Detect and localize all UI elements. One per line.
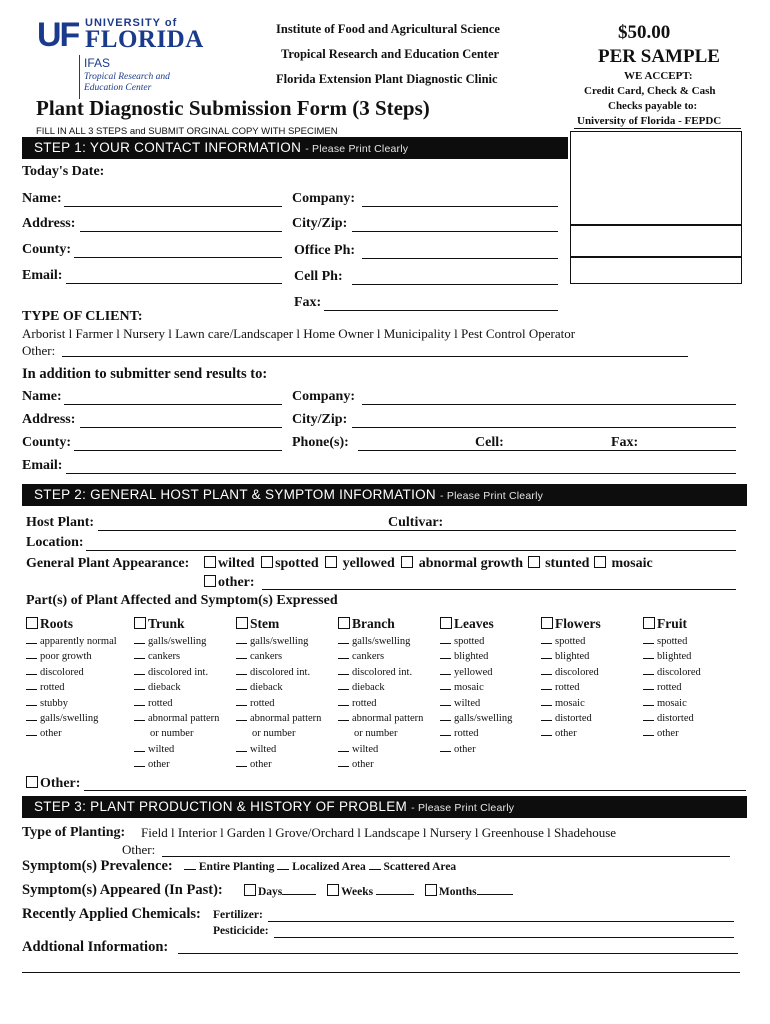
part-checkbox[interactable]: [338, 617, 350, 629]
symptom-item[interactable]: distorted: [541, 711, 601, 726]
spotted-label: spotted: [275, 556, 319, 571]
symptom-item[interactable]: cankers: [338, 649, 423, 664]
symptom-item[interactable]: other: [643, 726, 701, 741]
symptom-item[interactable]: other: [236, 757, 321, 772]
office-ph-field[interactable]: [362, 258, 558, 259]
symptom-item[interactable]: spotted: [643, 634, 701, 649]
client-other-field[interactable]: [62, 356, 688, 357]
symptom-item[interactable]: blighted: [440, 649, 512, 664]
add-city-zip-label: City/Zip:: [292, 412, 348, 427]
stunted-checkbox[interactable]: [528, 556, 540, 568]
mosaic-label: mosaic: [611, 556, 653, 571]
step2-other[interactable]: [26, 776, 80, 792]
symptom-column-head[interactable]: [643, 616, 701, 632]
symptom-item[interactable]: other: [338, 757, 423, 772]
symptom-item[interactable]: cankers: [134, 649, 219, 664]
appearance-other-checkbox[interactable]: [204, 575, 216, 587]
header-center: Tropical Research and Education Center: [281, 47, 500, 61]
part-label: Trunk: [148, 616, 185, 631]
stunted-label: stunted: [545, 556, 590, 571]
header-clinic: Florida Extension Plant Diagnostic Clinic: [276, 72, 498, 86]
symptom-item[interactable]: rotted: [440, 726, 512, 741]
symptom-item[interactable]: wilted: [134, 742, 219, 757]
fax-field[interactable]: [324, 310, 558, 311]
symptom-item[interactable]: discolored: [541, 665, 601, 680]
symptom-item[interactable]: poor growth: [26, 649, 117, 664]
symptom-column-head[interactable]: [338, 616, 423, 632]
part-label: Stem: [250, 616, 280, 631]
symptom-column-flowers: [541, 616, 601, 742]
part-checkbox[interactable]: [440, 617, 452, 629]
header-institute: Institute of Food and Agricultural Science: [276, 22, 500, 36]
symptom-item[interactable]: spotted: [440, 634, 512, 649]
symptom-item[interactable]: discolored: [643, 665, 701, 680]
add-phones-label: Phone(s):: [292, 435, 349, 450]
name-label: Name:: [22, 191, 62, 206]
symptom-item-continuation: or number: [354, 728, 398, 740]
symptom-item[interactable]: abnormal pattern: [236, 711, 321, 726]
days-checkbox[interactable]: [244, 884, 256, 896]
step3-header: [22, 796, 747, 818]
symptom-item[interactable]: mosaic: [541, 696, 601, 711]
add-fax-label: Fax:: [611, 435, 639, 450]
symptom-item[interactable]: galls/swelling: [236, 634, 321, 649]
county-field[interactable]: [74, 257, 282, 258]
add-company-label: Company:: [292, 389, 356, 404]
symptom-item[interactable]: mosaic: [440, 680, 512, 695]
planting-options[interactable]: Field l Interior l Garden l Grove/Orchard l Landscape l Nursery l Greenhouse l Shadehouse: [141, 825, 617, 840]
step2-subtitle: - Please Print Clearly: [440, 490, 544, 502]
additional-recipient-heading: In addition to submitter send results to:: [22, 366, 268, 382]
payee-underline: [574, 128, 741, 129]
planting-other-field[interactable]: [162, 856, 730, 857]
symptom-item[interactable]: other: [541, 726, 601, 741]
county-label: County:: [22, 242, 72, 257]
symptom-item[interactable]: rotted: [236, 696, 321, 711]
prevalence-options[interactable]: [184, 861, 456, 873]
instructions: FILL IN ALL 3 STEPS and SUBMIT ORGINAL COPY WITH SPECIMEN: [36, 126, 338, 137]
parts-heading: Part(s) of Plant Affected and Symptom(s) Expressed: [26, 593, 338, 608]
address-label: Address:: [22, 216, 76, 231]
add-name-label: Name:: [22, 389, 62, 404]
email-label: Email:: [22, 268, 63, 283]
per-sample: PER SAMPLE: [598, 46, 720, 67]
symptom-item[interactable]: rotted: [134, 696, 219, 711]
add-city-zip-field[interactable]: [352, 427, 736, 428]
symptom-item[interactable]: wilted: [236, 742, 321, 757]
step2-other-field[interactable]: [84, 790, 746, 791]
appearance-other-field[interactable]: [262, 589, 736, 590]
part-label: Leaves: [454, 616, 494, 631]
symptom-column-head[interactable]: [541, 616, 601, 632]
cell-ph-field[interactable]: [352, 284, 558, 285]
symptom-column-fruit: [643, 616, 701, 742]
symptom-item[interactable]: rotted: [643, 680, 701, 695]
entire-planting-option: Entire Planting: [198, 861, 275, 873]
logo-ifas: IFAS: [84, 56, 111, 70]
part-label: Roots: [40, 616, 73, 631]
wilted-label: wilted: [218, 556, 255, 571]
add-county-field[interactable]: [74, 450, 282, 451]
weeks-checkbox[interactable]: [327, 884, 339, 896]
symptom-item[interactable]: other: [440, 742, 512, 757]
symptom-item[interactable]: wilted: [440, 696, 512, 711]
symptom-item[interactable]: blighted: [541, 649, 601, 664]
name-field[interactable]: [64, 206, 282, 207]
form-title: Plant Diagnostic Submission Form (3 Steps): [36, 96, 430, 120]
planting-other-label: Other:: [122, 842, 156, 857]
part-checkbox[interactable]: [134, 617, 146, 629]
location-label: Location:: [26, 535, 84, 550]
symptom-item[interactable]: wilted: [338, 742, 423, 757]
add-address-field[interactable]: [80, 427, 282, 428]
office-use-box-3: [570, 257, 742, 284]
add-phones-field[interactable]: [358, 450, 736, 451]
cultivar-label: Cultivar:: [388, 515, 444, 530]
price: $50.00: [618, 22, 671, 43]
fertilizer-field[interactable]: [268, 921, 734, 922]
appearance-options[interactable]: [204, 556, 653, 572]
symptom-item[interactable]: mosaic: [643, 696, 701, 711]
symptom-item[interactable]: abnormal pattern: [338, 711, 423, 726]
todays-date-label: Today's Date:: [22, 164, 105, 179]
symptom-item[interactable]: discolored: [26, 665, 117, 680]
symptom-column-head[interactable]: [440, 616, 512, 632]
add-address-label: Address:: [22, 412, 76, 427]
step1-title: STEP 1: YOUR CONTACT INFORMATION: [34, 140, 302, 155]
office-use-box-2: [570, 225, 742, 257]
symptom-item[interactable]: distorted: [643, 711, 701, 726]
add-name-field[interactable]: [64, 404, 282, 405]
add-email-label: Email:: [22, 458, 63, 473]
abnormal-growth-checkbox[interactable]: [401, 556, 413, 568]
step2-other-checkbox[interactable]: [26, 776, 38, 788]
symptom-item[interactable]: rotted: [338, 696, 423, 711]
symptom-item-continuation: or number: [150, 728, 194, 740]
mosaic-checkbox[interactable]: [594, 556, 606, 568]
symptom-item[interactable]: discolored int.: [338, 665, 423, 680]
pesticide-field[interactable]: [274, 937, 734, 938]
chemicals-label: Recently Applied Chemicals:: [22, 906, 201, 922]
step2-header: [22, 484, 747, 506]
logo-uf-mark: UF: [37, 16, 79, 54]
symptom-item[interactable]: discolored int.: [236, 665, 321, 680]
appearance-other-label: other:: [218, 575, 255, 590]
part-checkbox[interactable]: [643, 617, 655, 629]
city-zip-label: City/Zip:: [292, 216, 348, 231]
days-label: Days: [258, 886, 283, 898]
client-type-options[interactable]: Arborist l Farmer l Nursery l Lawn care/Landscaper l Home Owner l Municipality l Pest Control Operator: [22, 326, 576, 341]
appeared-label: Symptom(s) Appeared (In Past):: [22, 882, 223, 898]
logo-university-of: UNIVERSITY of: [85, 17, 178, 29]
months-label: Months: [438, 886, 477, 898]
appearance-other[interactable]: [204, 575, 255, 591]
logo-center-name: Tropical Research and Education Center: [84, 72, 170, 93]
symptom-column-trunk: [134, 616, 219, 773]
logo-divider: [79, 55, 80, 99]
symptom-item[interactable]: galls/swelling: [440, 711, 512, 726]
city-zip-field[interactable]: [352, 231, 558, 232]
appeared-options[interactable]: [244, 884, 513, 898]
symptom-item[interactable]: other: [26, 726, 117, 741]
part-label: Fruit: [657, 616, 687, 631]
yellowed-checkbox[interactable]: [325, 556, 337, 568]
additional-info-field-1[interactable]: [178, 953, 738, 954]
office-ph-label: Office Ph:: [294, 243, 356, 258]
type-of-client-label: TYPE OF CLIENT:: [22, 309, 143, 324]
type-planting-label: Type of Planting:: [22, 825, 126, 840]
we-accept: WE ACCEPT:: [624, 70, 693, 82]
part-checkbox[interactable]: [541, 617, 553, 629]
symptom-column-roots: [26, 616, 117, 742]
fax-label: Fax:: [294, 295, 322, 310]
scattered-area-option: Scattered Area: [383, 861, 457, 873]
add-email-field[interactable]: [66, 473, 736, 474]
address-field[interactable]: [80, 231, 282, 232]
payee: University of Florida - FEPDC: [577, 115, 722, 127]
symptom-item[interactable]: galls/swelling: [26, 711, 117, 726]
weeks-label: Weeks: [341, 886, 374, 898]
abnormal-growth-label: abnormal growth: [418, 556, 524, 571]
symptom-item[interactable]: other: [134, 757, 219, 772]
wilted-checkbox[interactable]: [204, 556, 216, 568]
logo-florida: FLORIDA: [85, 26, 204, 53]
symptom-item[interactable]: dieback: [134, 680, 219, 695]
symptom-item[interactable]: blighted: [643, 649, 701, 664]
client-other-label: Other:: [22, 343, 56, 358]
spotted-checkbox[interactable]: [261, 556, 273, 568]
cell-ph-label: Cell Ph:: [294, 269, 343, 284]
step3-subtitle: - Please Print Clearly: [411, 802, 515, 814]
months-checkbox[interactable]: [425, 884, 437, 896]
step3-title: STEP 3: PLANT PRODUCTION & HISTORY OF PROBLEM: [34, 799, 408, 814]
step2-title: STEP 2: GENERAL HOST PLANT & SYMPTOM INFORMATION: [34, 487, 436, 502]
symptom-column-head[interactable]: [134, 616, 219, 632]
symptom-item[interactable]: galls/swelling: [338, 634, 423, 649]
symptom-column-leaves: [440, 616, 512, 757]
add-cell-label: Cell:: [475, 435, 504, 450]
additional-info-label: Addtional Information:: [22, 939, 169, 955]
symptom-item[interactable]: discolored int.: [134, 665, 219, 680]
symptom-item[interactable]: rotted: [26, 680, 117, 695]
company-label: Company:: [292, 191, 356, 206]
add-company-field[interactable]: [362, 404, 736, 405]
symptom-item[interactable]: abnormal pattern: [134, 711, 219, 726]
step1-subtitle: - Please Print Clearly: [305, 143, 409, 155]
office-use-box-1: [570, 131, 742, 225]
symptom-column-head[interactable]: [236, 616, 321, 632]
symptom-item[interactable]: yellowed: [440, 665, 512, 680]
additional-info-field-2[interactable]: [22, 972, 740, 973]
symptom-item[interactable]: apparently normal: [26, 634, 117, 649]
email-field[interactable]: [66, 283, 282, 284]
part-checkbox[interactable]: [236, 617, 248, 629]
symptom-item[interactable]: galls/swelling: [134, 634, 219, 649]
part-checkbox[interactable]: [26, 617, 38, 629]
company-field[interactable]: [362, 206, 558, 207]
symptom-column-stem: [236, 616, 321, 773]
payment-methods: Credit Card, Check & Cash: [584, 85, 716, 97]
step1-header: [22, 137, 568, 159]
appearance-label: General Plant Appearance:: [26, 556, 190, 571]
add-county-label: County:: [22, 435, 72, 450]
symptom-item[interactable]: cankers: [236, 649, 321, 664]
checks-payable: Checks payable to:: [608, 100, 698, 112]
step2-other-label: Other:: [40, 776, 81, 791]
yellowed-label: yellowed: [342, 556, 395, 571]
symptom-item[interactable]: stubby: [26, 696, 117, 711]
part-label: Branch: [352, 616, 395, 631]
host-plant-label: Host Plant:: [26, 515, 95, 530]
symptom-item-continuation: or number: [252, 728, 296, 740]
localized-area-option: Localized Area: [292, 861, 366, 873]
pesticide-label: Pesticicide:: [213, 925, 269, 937]
symptom-column-branch: [338, 616, 423, 773]
symptom-item[interactable]: dieback: [236, 680, 321, 695]
symptom-item[interactable]: rotted: [541, 680, 601, 695]
symptom-column-head[interactable]: [26, 616, 117, 632]
prevalence-label: Symptom(s) Prevalence:: [22, 858, 173, 874]
part-label: Flowers: [555, 616, 601, 631]
location-field[interactable]: [86, 550, 736, 551]
fertilizer-label: Fertilizer:: [213, 909, 263, 921]
symptom-item[interactable]: spotted: [541, 634, 601, 649]
symptom-item[interactable]: dieback: [338, 680, 423, 695]
